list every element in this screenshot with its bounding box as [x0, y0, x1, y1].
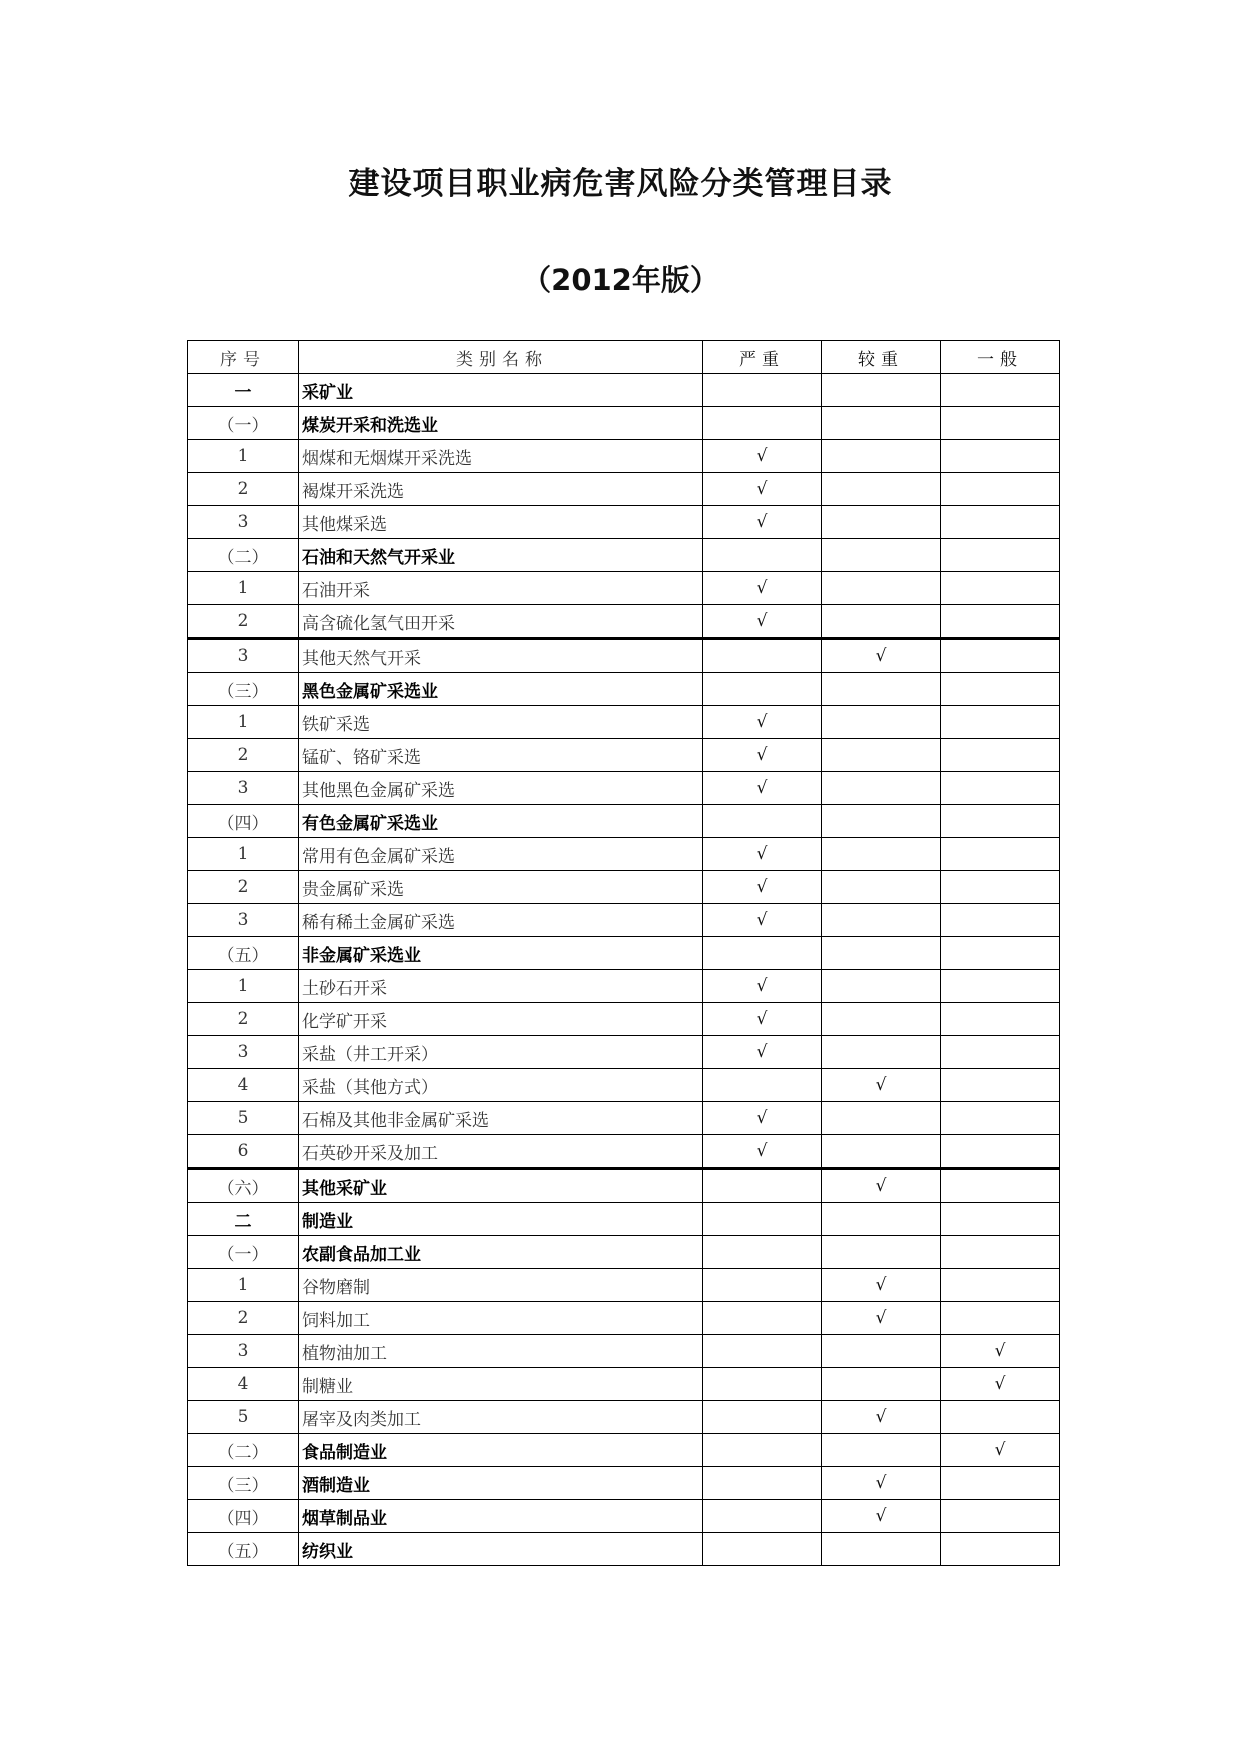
category-row	[188, 1533, 1060, 1566]
moderate-cell	[822, 473, 941, 506]
moderate-cell	[822, 739, 941, 772]
row-number: 6	[188, 1135, 299, 1169]
check-mark-icon: √	[875, 646, 887, 666]
moderate-cell	[822, 871, 941, 904]
header-moderate: 较重	[822, 341, 941, 374]
header-general: 一般	[941, 341, 1060, 374]
severe-cell	[703, 506, 822, 539]
severe-cell	[703, 970, 822, 1003]
row-number: 3	[188, 772, 299, 805]
severe-cell	[703, 838, 822, 871]
category-row	[188, 673, 1060, 706]
row-category-name: 植物油加工	[299, 1335, 703, 1368]
row-category-name: 贵金属矿采选	[299, 871, 703, 904]
row-category-name: 酒制造业	[299, 1467, 703, 1500]
row-category-name: 烟草制品业	[299, 1500, 703, 1533]
general-cell	[941, 605, 1060, 639]
row-number: 4	[188, 1069, 299, 1102]
row-number: 二	[188, 1203, 299, 1236]
moderate-cell	[822, 970, 941, 1003]
general-cell	[941, 506, 1060, 539]
moderate-cell	[822, 1203, 941, 1236]
general-cell	[941, 1368, 1060, 1401]
row-category-name: 食品制造业	[299, 1434, 703, 1467]
row-number: 1	[188, 838, 299, 871]
category-row	[188, 1434, 1060, 1467]
table-row	[188, 1269, 1060, 1302]
row-category-name: 其他采矿业	[299, 1169, 703, 1203]
severe-cell	[703, 1500, 822, 1533]
header-name: 类别名称	[299, 341, 703, 374]
check-mark-icon: √	[875, 1075, 887, 1095]
check-mark-icon: √	[756, 778, 768, 798]
check-mark-icon: √	[756, 479, 768, 499]
check-mark-icon: √	[756, 1042, 768, 1062]
row-number: 1	[188, 706, 299, 739]
severe-cell	[703, 1467, 822, 1500]
check-mark-icon: √	[756, 512, 768, 532]
row-category-name: 农副食品加工业	[299, 1236, 703, 1269]
row-category-name: 石棉及其他非金属矿采选	[299, 1102, 703, 1135]
row-category-name: 谷物磨制	[299, 1269, 703, 1302]
table-row	[188, 772, 1060, 805]
table-row	[188, 572, 1060, 605]
category-row	[188, 1236, 1060, 1269]
row-category-name: 土砂石开采	[299, 970, 703, 1003]
severe-cell	[703, 739, 822, 772]
check-mark-icon: √	[994, 1440, 1006, 1460]
table-row	[188, 1368, 1060, 1401]
row-category-name: 饲料加工	[299, 1302, 703, 1335]
row-number: 5	[188, 1401, 299, 1434]
general-cell	[941, 1069, 1060, 1102]
row-number: （一）	[188, 407, 299, 440]
row-category-name: 烟煤和无烟煤开采洗选	[299, 440, 703, 473]
category-row	[188, 937, 1060, 970]
header-no: 序号	[188, 341, 299, 374]
severe-cell	[703, 1302, 822, 1335]
moderate-cell	[822, 772, 941, 805]
row-number: 一	[188, 374, 299, 407]
severe-cell	[703, 1368, 822, 1401]
row-number: （六）	[188, 1169, 299, 1203]
severe-cell	[703, 1102, 822, 1135]
general-cell	[941, 1236, 1060, 1269]
severe-cell	[703, 1169, 822, 1203]
row-number: （五）	[188, 937, 299, 970]
table-row	[188, 838, 1060, 871]
general-cell	[941, 1203, 1060, 1236]
general-cell	[941, 1533, 1060, 1566]
table-row	[188, 706, 1060, 739]
moderate-cell	[822, 937, 941, 970]
severe-cell	[703, 772, 822, 805]
row-number: 1	[188, 1269, 299, 1302]
general-cell	[941, 1102, 1060, 1135]
table-row	[188, 1335, 1060, 1368]
moderate-cell	[822, 838, 941, 871]
moderate-cell	[822, 407, 941, 440]
header-severe: 严重	[703, 341, 822, 374]
moderate-cell	[822, 1335, 941, 1368]
severe-cell	[703, 605, 822, 639]
general-cell	[941, 805, 1060, 838]
general-cell	[941, 673, 1060, 706]
general-cell	[941, 1467, 1060, 1500]
general-cell	[941, 407, 1060, 440]
severe-cell	[703, 1036, 822, 1069]
general-cell	[941, 1169, 1060, 1203]
moderate-cell	[822, 1169, 941, 1203]
table-row	[188, 440, 1060, 473]
document-subtitle: （2012年版）	[522, 263, 719, 297]
table-header-row	[188, 341, 1060, 374]
general-cell	[941, 572, 1060, 605]
table-row	[188, 1135, 1060, 1169]
table-row	[188, 1302, 1060, 1335]
row-category-name: 非金属矿采选业	[299, 937, 703, 970]
general-cell	[941, 838, 1060, 871]
row-number: （四）	[188, 1500, 299, 1533]
check-mark-icon: √	[756, 611, 768, 631]
row-category-name: 其他天然气开采	[299, 639, 703, 673]
severe-cell	[703, 473, 822, 506]
severe-cell	[703, 1434, 822, 1467]
row-number: 3	[188, 1335, 299, 1368]
table-row	[188, 506, 1060, 539]
moderate-cell	[822, 1434, 941, 1467]
severe-cell	[703, 1335, 822, 1368]
general-cell	[941, 937, 1060, 970]
table-row	[188, 1102, 1060, 1135]
check-mark-icon: √	[994, 1341, 1006, 1361]
row-number: （三）	[188, 1467, 299, 1500]
moderate-cell	[822, 539, 941, 572]
document-title: 建设项目职业病危害风险分类管理目录	[348, 166, 893, 202]
moderate-cell	[822, 1302, 941, 1335]
row-number: （二）	[188, 1434, 299, 1467]
severe-cell	[703, 706, 822, 739]
row-category-name: 石英砂开采及加工	[299, 1135, 703, 1169]
category-row	[188, 1500, 1060, 1533]
table-row	[188, 1003, 1060, 1036]
major-category-row	[188, 1203, 1060, 1236]
severe-cell	[703, 1203, 822, 1236]
check-mark-icon: √	[875, 1473, 887, 1493]
table-row	[188, 605, 1060, 639]
row-category-name: 纺织业	[299, 1533, 703, 1566]
row-number: 2	[188, 473, 299, 506]
general-cell	[941, 1302, 1060, 1335]
row-category-name: 有色金属矿采选业	[299, 805, 703, 838]
row-number: 4	[188, 1368, 299, 1401]
row-number: （一）	[188, 1236, 299, 1269]
row-category-name: 屠宰及肉类加工	[299, 1401, 703, 1434]
category-row	[188, 1169, 1060, 1203]
moderate-cell	[822, 673, 941, 706]
row-category-name: 石油开采	[299, 572, 703, 605]
table-row	[188, 1036, 1060, 1069]
severe-cell	[703, 1069, 822, 1102]
row-number: 2	[188, 1302, 299, 1335]
severe-cell	[703, 440, 822, 473]
table-row	[188, 904, 1060, 937]
row-category-name: 制造业	[299, 1203, 703, 1236]
moderate-cell	[822, 1467, 941, 1500]
check-mark-icon: √	[875, 1176, 887, 1196]
moderate-cell	[822, 1368, 941, 1401]
row-category-name: 褐煤开采洗选	[299, 473, 703, 506]
table-row	[188, 871, 1060, 904]
table-row	[188, 1401, 1060, 1434]
severe-cell	[703, 673, 822, 706]
severe-cell	[703, 904, 822, 937]
row-number: 3	[188, 904, 299, 937]
row-category-name: 黑色金属矿采选业	[299, 673, 703, 706]
row-number: 5	[188, 1102, 299, 1135]
row-category-name: 制糖业	[299, 1368, 703, 1401]
row-number: （三）	[188, 673, 299, 706]
check-mark-icon: √	[875, 1308, 887, 1328]
moderate-cell	[822, 639, 941, 673]
general-cell	[941, 1135, 1060, 1169]
severe-cell	[703, 871, 822, 904]
severe-cell	[703, 539, 822, 572]
row-category-name: 高含硫化氢气田开采	[299, 605, 703, 639]
row-number: 2	[188, 871, 299, 904]
category-row	[188, 1467, 1060, 1500]
row-number: 3	[188, 1036, 299, 1069]
moderate-cell	[822, 904, 941, 937]
check-mark-icon: √	[875, 1275, 887, 1295]
moderate-cell	[822, 440, 941, 473]
check-mark-icon: √	[994, 1374, 1006, 1394]
general-cell	[941, 473, 1060, 506]
severe-cell	[703, 572, 822, 605]
table-row	[188, 970, 1060, 1003]
moderate-cell	[822, 1269, 941, 1302]
general-cell	[941, 1500, 1060, 1533]
general-cell	[941, 871, 1060, 904]
row-category-name: 常用有色金属矿采选	[299, 838, 703, 871]
severe-cell	[703, 1135, 822, 1169]
category-row	[188, 407, 1060, 440]
moderate-cell	[822, 706, 941, 739]
severe-cell	[703, 1236, 822, 1269]
moderate-cell	[822, 805, 941, 838]
row-category-name: 其他煤采选	[299, 506, 703, 539]
moderate-cell	[822, 374, 941, 407]
general-cell	[941, 1434, 1060, 1467]
row-category-name: 稀有稀土金属矿采选	[299, 904, 703, 937]
general-cell	[941, 706, 1060, 739]
general-cell	[941, 739, 1060, 772]
general-cell	[941, 539, 1060, 572]
moderate-cell	[822, 1236, 941, 1269]
row-number: 1	[188, 440, 299, 473]
table-row	[188, 1069, 1060, 1102]
moderate-cell	[822, 506, 941, 539]
severe-cell	[703, 407, 822, 440]
row-category-name: 采盐（其他方式）	[299, 1069, 703, 1102]
check-mark-icon: √	[756, 910, 768, 930]
severe-cell	[703, 1401, 822, 1434]
severe-cell	[703, 1269, 822, 1302]
row-category-name: 煤炭开采和洗选业	[299, 407, 703, 440]
general-cell	[941, 1335, 1060, 1368]
moderate-cell	[822, 1500, 941, 1533]
general-cell	[941, 1003, 1060, 1036]
moderate-cell	[822, 1036, 941, 1069]
severe-cell	[703, 1003, 822, 1036]
row-category-name: 锰矿、铬矿采选	[299, 739, 703, 772]
row-number: （二）	[188, 539, 299, 572]
row-number: 3	[188, 639, 299, 673]
check-mark-icon: √	[756, 1141, 768, 1161]
general-cell	[941, 1036, 1060, 1069]
row-number: 1	[188, 572, 299, 605]
row-number: 1	[188, 970, 299, 1003]
moderate-cell	[822, 1102, 941, 1135]
severe-cell	[703, 937, 822, 970]
moderate-cell	[822, 605, 941, 639]
general-cell	[941, 440, 1060, 473]
moderate-cell	[822, 1401, 941, 1434]
table-row	[188, 739, 1060, 772]
table-row	[188, 639, 1060, 673]
moderate-cell	[822, 572, 941, 605]
check-mark-icon: √	[875, 1506, 887, 1526]
check-mark-icon: √	[756, 976, 768, 996]
severe-cell	[703, 374, 822, 407]
major-category-row	[188, 374, 1060, 407]
category-row	[188, 539, 1060, 572]
moderate-cell	[822, 1135, 941, 1169]
general-cell	[941, 772, 1060, 805]
severe-cell	[703, 639, 822, 673]
check-mark-icon: √	[756, 877, 768, 897]
row-category-name: 化学矿开采	[299, 1003, 703, 1036]
row-number: （四）	[188, 805, 299, 838]
general-cell	[941, 970, 1060, 1003]
category-row	[188, 805, 1060, 838]
row-category-name: 其他黑色金属矿采选	[299, 772, 703, 805]
check-mark-icon: √	[756, 446, 768, 466]
row-number: 2	[188, 1003, 299, 1036]
general-cell	[941, 374, 1060, 407]
row-number: （五）	[188, 1533, 299, 1566]
check-mark-icon: √	[756, 1108, 768, 1128]
check-mark-icon: √	[756, 745, 768, 765]
row-number: 2	[188, 605, 299, 639]
severe-cell	[703, 805, 822, 838]
check-mark-icon: √	[756, 844, 768, 864]
row-number: 2	[188, 739, 299, 772]
row-category-name: 石油和天然气开采业	[299, 539, 703, 572]
moderate-cell	[822, 1003, 941, 1036]
general-cell	[941, 904, 1060, 937]
general-cell	[941, 1401, 1060, 1434]
row-number: 3	[188, 506, 299, 539]
row-category-name: 采盐（井工开采）	[299, 1036, 703, 1069]
check-mark-icon: √	[756, 578, 768, 598]
risk-catalog-table	[187, 340, 1060, 1566]
severe-cell	[703, 1533, 822, 1566]
check-mark-icon: √	[875, 1407, 887, 1427]
row-category-name: 采矿业	[299, 374, 703, 407]
table-row	[188, 473, 1060, 506]
check-mark-icon: √	[756, 1009, 768, 1029]
check-mark-icon: √	[756, 712, 768, 732]
moderate-cell	[822, 1533, 941, 1566]
moderate-cell	[822, 1069, 941, 1102]
general-cell	[941, 639, 1060, 673]
row-category-name: 铁矿采选	[299, 706, 703, 739]
general-cell	[941, 1269, 1060, 1302]
